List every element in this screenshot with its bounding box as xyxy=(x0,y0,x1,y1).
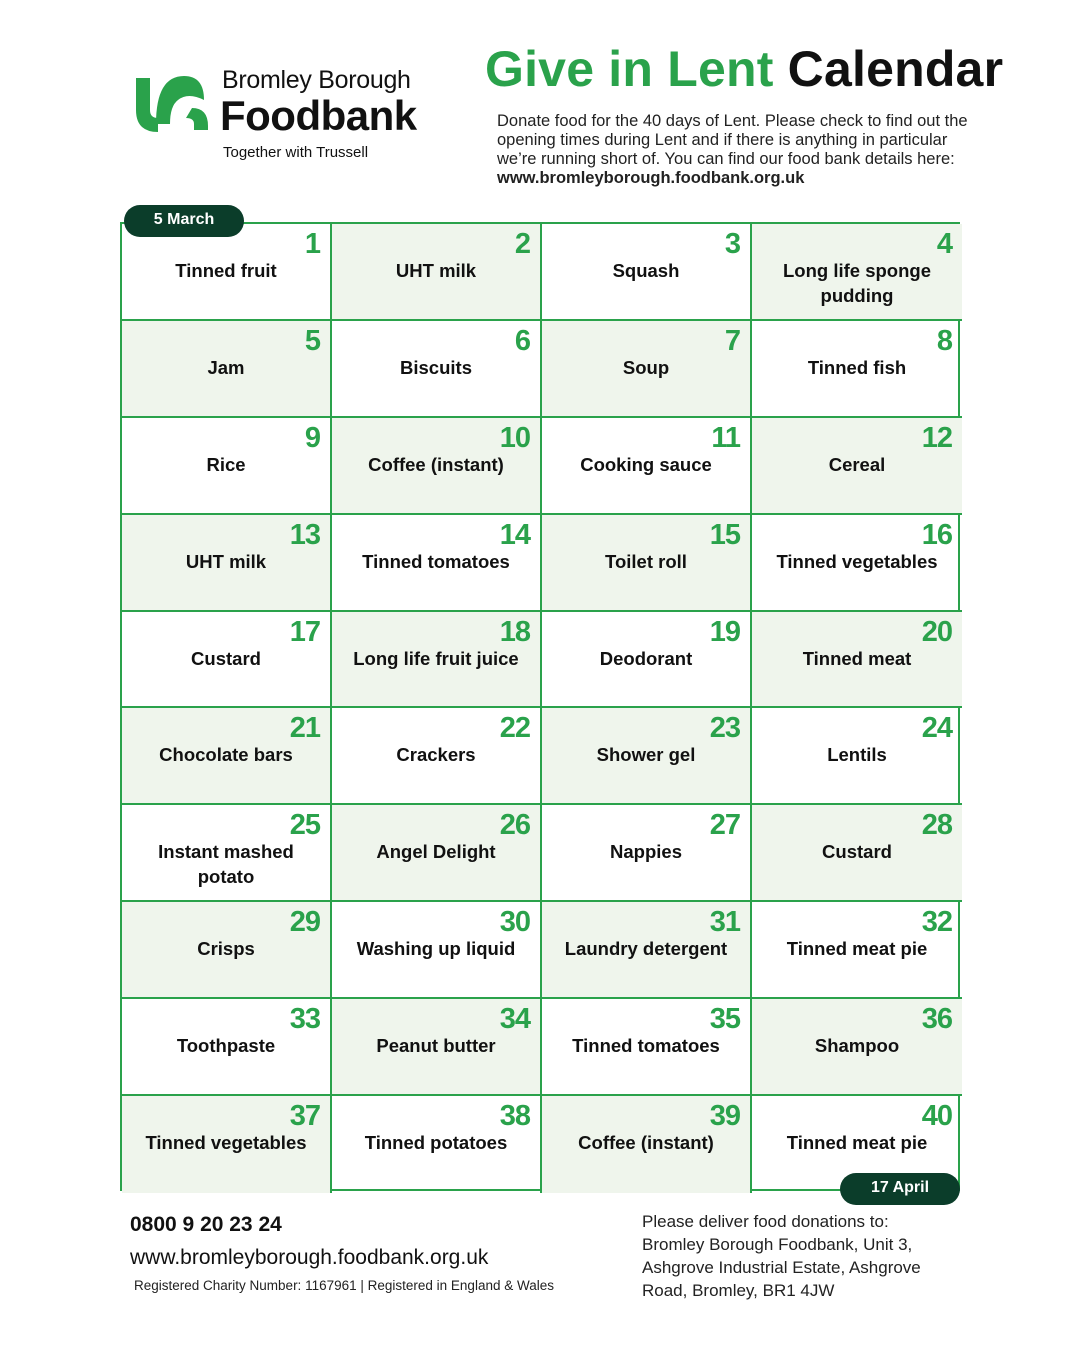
day-item-label: Angel Delight xyxy=(376,841,496,863)
day-number: 25 xyxy=(289,809,320,842)
calendar-day-cell xyxy=(542,515,752,612)
calendar-day-cell xyxy=(752,612,962,709)
day-item-label: Tinned tomatoes xyxy=(362,550,510,572)
calendar-day-cell xyxy=(542,418,752,515)
day-item-label: UHT milk xyxy=(185,550,267,572)
day-item-label: Instant mashed potato xyxy=(158,841,294,888)
day-item-label: Deodorant xyxy=(599,647,693,669)
day-item-label: Long life sponge pudding xyxy=(783,260,931,306)
day-number: 26 xyxy=(499,809,530,842)
intro-paragraph xyxy=(497,112,987,188)
day-number: 36 xyxy=(921,1003,952,1036)
calendar-day-cell xyxy=(122,708,332,805)
calendar-day-cell xyxy=(122,321,332,418)
day-number: 2 xyxy=(514,228,530,260)
day-number: 38 xyxy=(499,1100,530,1133)
day-item-label: UHT milk xyxy=(395,260,477,281)
day-item-label: Tinned potatoes xyxy=(364,1132,508,1154)
day-number: 18 xyxy=(499,615,530,648)
day-number: 5 xyxy=(304,324,320,357)
intro-link[interactable]: www.bromleyborough.foodbank.org.uk xyxy=(497,169,805,187)
day-item-label: Rice xyxy=(206,453,246,475)
day-number: 3 xyxy=(724,228,740,260)
calendar-day-cell xyxy=(542,999,752,1096)
day-number: 13 xyxy=(289,518,320,551)
logo-tagline: Together with Trussell xyxy=(223,144,369,161)
calendar-day-cell xyxy=(122,612,332,709)
day-number: 31 xyxy=(709,906,740,939)
day-number: 32 xyxy=(921,906,952,939)
day-number: 28 xyxy=(921,809,952,842)
calendar-day-cell xyxy=(542,321,752,418)
day-number: 10 xyxy=(499,421,530,454)
logo-org-name: Bromley Borough xyxy=(222,66,411,94)
calendar-day-cell xyxy=(332,418,542,515)
title-green-part: Give in Lent xyxy=(485,41,774,97)
day-number: 22 xyxy=(499,712,530,745)
calendar-day-cell xyxy=(542,612,752,709)
day-number: 39 xyxy=(709,1100,740,1133)
lent-calendar-grid xyxy=(120,222,960,1191)
delivery-address: Bromley Borough Foodbank, Unit 3, Ashgrove Industrial Estate, Ashgrove Road, Bromley, BR1 4JW xyxy=(642,1235,921,1300)
day-item-label: Custard xyxy=(191,647,261,669)
day-item-label: Coffee (instant) xyxy=(368,453,504,475)
day-number: 23 xyxy=(709,712,740,745)
day-item-label: Lentils xyxy=(827,744,887,766)
calendar-day-cell xyxy=(542,1096,752,1193)
calendar-day-cell xyxy=(542,708,752,805)
delivery-address-block xyxy=(642,1210,942,1302)
start-date-badge: 5 March xyxy=(124,205,244,237)
day-item-label: Laundry detergent xyxy=(564,938,728,960)
day-item-label: Tinned fish xyxy=(807,356,907,378)
day-item-label: Crackers xyxy=(396,744,476,766)
calendar-day-cell xyxy=(122,999,332,1096)
day-number: 24 xyxy=(921,712,952,745)
calendar-day-cell xyxy=(122,805,332,902)
day-item-label: Jam xyxy=(207,356,245,378)
day-number: 7 xyxy=(724,324,740,357)
calendar-day-cell xyxy=(332,224,542,321)
day-number: 30 xyxy=(499,906,530,939)
calendar-day-cell xyxy=(122,902,332,999)
day-number: 37 xyxy=(289,1100,320,1133)
intro-text: Donate food for the 40 days of Lent. Please check to find out the opening times during Lent and if there is anything in particular we’re running short of. You can find our food bank details here: xyxy=(497,112,968,168)
day-number: 16 xyxy=(921,518,952,551)
day-number: 11 xyxy=(711,421,740,454)
calendar-day-cell xyxy=(332,999,542,1096)
day-number: 27 xyxy=(709,809,740,842)
foodbank-logo-icon xyxy=(128,66,212,138)
day-item-label: Cereal xyxy=(828,453,886,475)
day-number: 21 xyxy=(289,712,320,745)
calendar-day-cell xyxy=(542,805,752,902)
day-item-label: Custard xyxy=(822,841,892,863)
calendar-day-cell xyxy=(332,708,542,805)
calendar-day-cell xyxy=(752,902,962,999)
day-item-label: Shampoo xyxy=(814,1035,900,1057)
day-item-label: Nappies xyxy=(610,841,682,863)
day-item-label: Tinned meat pie xyxy=(786,1132,928,1154)
calendar-day-cell xyxy=(752,708,962,805)
day-number: 33 xyxy=(289,1003,320,1036)
day-number: 9 xyxy=(304,421,320,454)
calendar-day-cell xyxy=(542,902,752,999)
calendar-day-cell xyxy=(542,224,752,321)
day-number: 1 xyxy=(304,228,320,260)
day-item-label: Soup xyxy=(622,356,670,378)
calendar-day-cell xyxy=(752,999,962,1096)
footer-website[interactable]: www.bromleyborough.foodbank.org.uk xyxy=(130,1246,489,1269)
day-item-label: Tinned meat pie xyxy=(786,938,928,960)
day-item-label: Washing up liquid xyxy=(356,938,516,960)
day-item-label: Tinned fruit xyxy=(175,260,277,281)
day-number: 14 xyxy=(499,518,530,551)
day-number: 20 xyxy=(921,615,952,648)
logo-foodbank-name: Foodbank xyxy=(220,92,417,139)
day-item-label: Tinned meat xyxy=(802,647,912,669)
footer-charity-info: Registered Charity Number: 1167961 | Registered in England & Wales xyxy=(134,1278,554,1293)
day-item-label: Toilet roll xyxy=(605,550,687,572)
day-item-label: Tinned vegetables xyxy=(776,550,938,572)
calendar-day-cell xyxy=(332,805,542,902)
calendar-day-cell xyxy=(332,321,542,418)
day-item-label: Tinned vegetables xyxy=(145,1132,307,1154)
day-number: 19 xyxy=(709,615,740,648)
day-number: 15 xyxy=(709,518,740,551)
calendar-day-cell xyxy=(752,515,962,612)
calendar-day-cell xyxy=(332,902,542,999)
day-number: 34 xyxy=(499,1003,530,1036)
calendar-day-cell xyxy=(752,224,962,321)
day-number: 4 xyxy=(936,228,952,260)
title-black-part: Calendar xyxy=(787,41,1004,97)
footer-phone[interactable]: 0800 9 20 23 24 xyxy=(130,1213,282,1236)
day-number: 8 xyxy=(936,324,952,357)
calendar-day-cell xyxy=(122,418,332,515)
calendar-day-cell xyxy=(752,805,962,902)
day-number: 6 xyxy=(514,324,530,357)
day-item-label: Long life fruit juice xyxy=(353,647,519,669)
calendar-day-cell xyxy=(332,1096,542,1193)
day-item-label: Toothpaste xyxy=(176,1035,276,1057)
day-item-label: Tinned tomatoes xyxy=(572,1035,720,1057)
day-item-label: Crisps xyxy=(197,938,255,960)
calendar-day-cell xyxy=(122,1096,332,1193)
foodbank-logo xyxy=(128,62,448,172)
day-item-label: Shower gel xyxy=(596,744,696,766)
end-date-badge: 17 April xyxy=(840,1173,960,1205)
day-item-label: Squash xyxy=(612,260,680,281)
day-number: 35 xyxy=(709,1003,740,1036)
day-number: 29 xyxy=(289,906,320,939)
day-item-label: Peanut butter xyxy=(376,1035,496,1057)
day-item-label: Cooking sauce xyxy=(580,453,712,475)
day-item-label: Coffee (instant) xyxy=(578,1132,714,1154)
day-item-label: Biscuits xyxy=(400,356,472,378)
day-number: 40 xyxy=(921,1100,952,1133)
delivery-label: Please deliver food donations to: xyxy=(642,1212,889,1231)
calendar-day-cell xyxy=(122,224,332,321)
page-title xyxy=(485,40,1003,98)
calendar-day-cell xyxy=(332,515,542,612)
calendar-day-cell xyxy=(752,321,962,418)
day-number: 17 xyxy=(289,615,320,648)
day-item-label: Chocolate bars xyxy=(159,744,293,766)
calendar-day-cell xyxy=(122,515,332,612)
day-number: 12 xyxy=(921,421,952,454)
calendar-day-cell xyxy=(752,418,962,515)
calendar-day-cell xyxy=(332,612,542,709)
